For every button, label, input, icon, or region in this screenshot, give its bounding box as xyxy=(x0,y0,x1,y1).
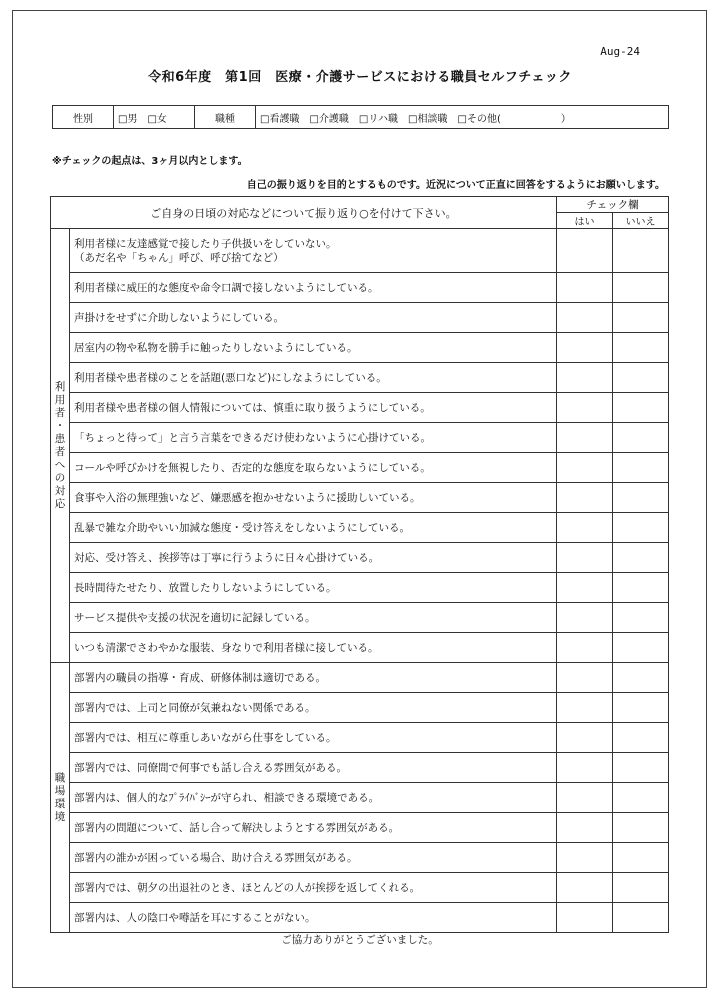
no-check-box[interactable] xyxy=(613,333,669,363)
category-char: の xyxy=(54,471,66,484)
category-char: 応 xyxy=(54,497,66,510)
table-row xyxy=(51,633,669,663)
question-text xyxy=(70,229,557,273)
question-line: 利用者様や患者様の個人情報については、慎重に取り扱うようにしている。 xyxy=(74,401,431,414)
gender-options[interactable]: □男 □女 xyxy=(114,106,195,129)
table-row xyxy=(51,393,669,423)
category-char: 職 xyxy=(54,771,66,784)
job-label: 職種 xyxy=(195,106,256,129)
self-check-table xyxy=(50,196,669,933)
table-row xyxy=(51,843,669,873)
yes-check-box[interactable] xyxy=(557,753,613,783)
no-check-box[interactable] xyxy=(613,843,669,873)
question-line: 利用者様に友達感覚で接したり子供扱いをしていない。 xyxy=(74,237,337,250)
category-char: 環 xyxy=(54,797,66,810)
question-line: 「ちょっと待って」と言う言葉をできるだけ使わないように心掛けている。 xyxy=(74,431,431,444)
table-row xyxy=(51,453,669,483)
yes-check-box[interactable] xyxy=(557,843,613,873)
no-check-box[interactable] xyxy=(613,753,669,783)
check-column-header: チェック欄 xyxy=(557,197,669,213)
category-char: 者 xyxy=(54,406,66,419)
question-line: 部署内は、人の陰口や噂話を耳にすることがない。 xyxy=(74,911,316,924)
no-check-box[interactable] xyxy=(613,723,669,753)
question-line: 乱暴で雑な介助やいい加減な態度・受け答えをしないようにしている。 xyxy=(74,521,410,534)
no-check-box[interactable] xyxy=(613,393,669,423)
yes-check-box[interactable] xyxy=(557,273,613,303)
no-check-box[interactable] xyxy=(613,663,669,693)
table-row xyxy=(51,663,669,693)
no-check-box[interactable] xyxy=(613,543,669,573)
gender-label: 性別 xyxy=(53,106,114,129)
question-text xyxy=(70,483,557,513)
note-purpose: 自己の振り返りを目的とするものです。近況について正直に回答をするようにお願いします。 xyxy=(246,180,665,191)
question-text xyxy=(70,543,557,573)
yes-check-box[interactable] xyxy=(557,453,613,483)
no-check-box[interactable] xyxy=(613,873,669,903)
no-check-box[interactable] xyxy=(613,693,669,723)
question-header: ご自身の日頃の対応などについて振り返り○を付けて下さい。 xyxy=(51,197,557,229)
question-text xyxy=(70,663,557,693)
table-row xyxy=(51,753,669,783)
question-line: 部署内の誰かが困っている場合、助け合える雰囲気がある。 xyxy=(74,851,358,864)
question-line: 部署内は、個人的なﾌﾟﾗｲﾊﾞｼｰが守られ、相談できる環境である。 xyxy=(74,791,380,804)
question-line: 長時間待たせたり、放置したりしないようにしている。 xyxy=(74,581,337,594)
question-text xyxy=(70,303,557,333)
yes-check-box[interactable] xyxy=(557,603,613,633)
yes-check-box[interactable] xyxy=(557,723,613,753)
question-line: 声掛けをせずに介助しないようにしている。 xyxy=(74,311,284,324)
question-line: 部署内の問題について、話し合って解決しようとする雰囲気がある。 xyxy=(74,821,400,834)
category-char: 利 xyxy=(54,380,66,393)
question-text xyxy=(70,813,557,843)
question-line: いつも清潔でさわやかな服装、身なりで利用者様に接している。 xyxy=(74,641,379,654)
question-line: 部署内では、相互に尊重しあいながら仕事をしている。 xyxy=(74,731,337,744)
table-row xyxy=(51,813,669,843)
category-char: 境 xyxy=(54,810,66,823)
yes-check-box[interactable] xyxy=(557,573,613,603)
question-text xyxy=(70,783,557,813)
no-check-box[interactable] xyxy=(613,423,669,453)
category-char: 対 xyxy=(54,484,66,497)
category-char: 者 xyxy=(54,445,66,458)
question-text xyxy=(70,393,557,423)
table-row xyxy=(51,573,669,603)
category-char: へ xyxy=(54,458,66,471)
note-check-period: ※チェックの起点は、3ヶ月以内とします。 xyxy=(52,156,248,167)
table-row xyxy=(51,783,669,813)
question-line: 食事や入浴の無理強いなど、嫌悪感を抱かせないように援助しいている。 xyxy=(74,491,421,504)
no-check-box[interactable] xyxy=(613,229,669,273)
yes-column-header: はい xyxy=(557,213,613,229)
no-check-box[interactable] xyxy=(613,573,669,603)
question-text xyxy=(70,873,557,903)
category-label xyxy=(51,663,70,933)
category-char: 場 xyxy=(54,784,66,797)
no-check-box[interactable] xyxy=(613,513,669,543)
document-title: 令和6年度 第1回 医療・介護サービスにおける職員セルフチェック xyxy=(148,70,572,85)
no-check-box[interactable] xyxy=(613,633,669,663)
question-line: 対応、受け答え、挨拶等は丁寧に行うように日々心掛けている。 xyxy=(74,551,380,564)
respondent-info-table xyxy=(52,105,669,129)
job-options[interactable]: □看護職 □介護職 □リハ職 □相談職 □その他( ） xyxy=(256,106,669,129)
question-line: 利用者様に威圧的な態度や命令口調で接しないようにしている。 xyxy=(74,281,379,294)
question-line: 部署内では、朝夕の出退社のとき、ほとんどの人が挨拶を返してくれる。 xyxy=(74,881,421,894)
table-row xyxy=(51,333,669,363)
question-text xyxy=(70,273,557,303)
question-text xyxy=(70,333,557,363)
category-char: 用 xyxy=(54,393,66,406)
yes-check-box[interactable] xyxy=(557,813,613,843)
question-line: コールや呼びかけを無視したり、否定的な態度を取らないようにしている。 xyxy=(74,461,431,474)
yes-check-box[interactable] xyxy=(557,393,613,423)
question-text xyxy=(70,573,557,603)
question-text xyxy=(70,633,557,663)
question-line: 居室内の物や私物を勝手に触ったりしないようにしている。 xyxy=(74,341,358,354)
question-text xyxy=(70,453,557,483)
question-text xyxy=(70,693,557,723)
no-column-header: いいえ xyxy=(613,213,669,229)
no-check-box[interactable] xyxy=(613,603,669,633)
table-row xyxy=(51,273,669,303)
question-line: 部署内では、上司と同僚が気兼ねない関係である。 xyxy=(74,701,316,714)
no-check-box[interactable] xyxy=(613,813,669,843)
category-label xyxy=(51,229,70,663)
yes-check-box[interactable] xyxy=(557,633,613,663)
question-line: サービス提供や支援の状況を適切に記録している。 xyxy=(74,611,316,624)
table-row xyxy=(51,903,669,933)
table-row xyxy=(51,363,669,393)
question-line: （あだ名や「ちゃん」呼び、呼び捨てなど） xyxy=(74,251,284,264)
table-row xyxy=(51,543,669,573)
question-text xyxy=(70,363,557,393)
table-row xyxy=(51,513,669,543)
yes-check-box[interactable] xyxy=(557,873,613,903)
category-char: ・ xyxy=(54,419,66,432)
question-text xyxy=(70,903,557,933)
question-text xyxy=(70,723,557,753)
yes-check-box[interactable] xyxy=(557,663,613,693)
no-check-box[interactable] xyxy=(613,783,669,813)
thanks-message: ご協力ありがとうございました。 xyxy=(281,934,439,946)
table-row xyxy=(51,693,669,723)
question-text xyxy=(70,843,557,873)
table-row xyxy=(51,303,669,333)
no-check-box[interactable] xyxy=(613,273,669,303)
table-row xyxy=(51,603,669,633)
document-date: Aug-24 xyxy=(600,45,640,58)
question-line: 部署内では、同僚間で何事でも話し合える雰囲気がある。 xyxy=(74,761,347,774)
question-text xyxy=(70,423,557,453)
question-line: 利用者様や患者様のことを話題(悪口など)にしなようにしている。 xyxy=(74,371,387,384)
yes-check-box[interactable] xyxy=(557,333,613,363)
table-row xyxy=(51,723,669,753)
no-check-box[interactable] xyxy=(613,903,669,933)
yes-check-box[interactable] xyxy=(557,363,613,393)
question-text xyxy=(70,753,557,783)
yes-check-box[interactable] xyxy=(557,903,613,933)
table-row xyxy=(51,873,669,903)
no-check-box[interactable] xyxy=(613,453,669,483)
yes-check-box[interactable] xyxy=(557,303,613,333)
yes-check-box[interactable] xyxy=(557,483,613,513)
question-text xyxy=(70,513,557,543)
yes-check-box[interactable] xyxy=(557,783,613,813)
yes-check-box[interactable] xyxy=(557,423,613,453)
question-line: 部署内の職員の指導・育成、研修体制は適切である。 xyxy=(74,671,326,684)
yes-check-box[interactable] xyxy=(557,229,613,273)
yes-check-box[interactable] xyxy=(557,693,613,723)
no-check-box[interactable] xyxy=(613,483,669,513)
table-row xyxy=(51,229,669,273)
no-check-box[interactable] xyxy=(613,303,669,333)
no-check-box[interactable] xyxy=(613,363,669,393)
question-text xyxy=(70,603,557,633)
yes-check-box[interactable] xyxy=(557,543,613,573)
yes-check-box[interactable] xyxy=(557,513,613,543)
table-row xyxy=(51,423,669,453)
category-char: 患 xyxy=(54,432,66,445)
table-row xyxy=(51,483,669,513)
